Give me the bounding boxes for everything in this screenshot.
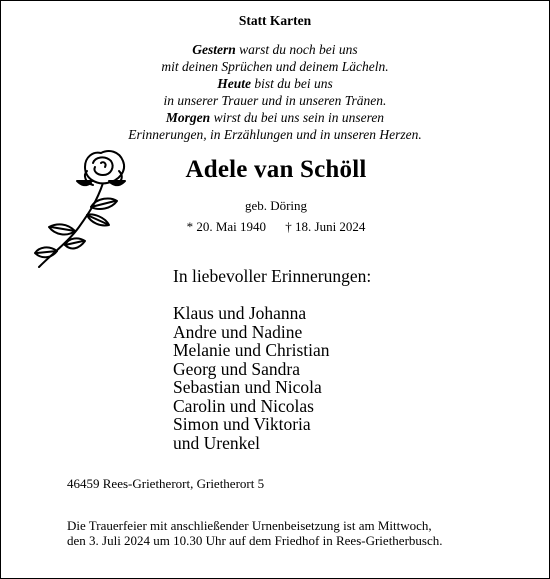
poem-line-3 — [1, 75, 549, 92]
deceased-name: Adele van Schöll — [185, 156, 367, 183]
birth-date: * 20. Mai 1940 — [186, 219, 267, 234]
family-list — [173, 304, 330, 452]
family-member: Melanie und Christian — [173, 340, 330, 360]
memory-intro: In liebevoller Erinnerungen: — [173, 266, 372, 286]
poem-line-1-rest: warst du noch bei uns — [235, 42, 358, 57]
life-dates — [151, 219, 401, 235]
family-member: Andre und Nadine — [173, 321, 303, 342]
poem-line-1 — [1, 41, 549, 58]
poem-line-6: Erinnerungen, in Erzählungen und in unseren Herzen. — [128, 127, 422, 142]
rose-icon — [31, 141, 141, 271]
family-member: Carolin und Nicolas — [173, 395, 314, 416]
poem — [1, 41, 549, 143]
funeral-notice-line-2: den 3. Juli 2024 um 10.30 Uhr auf dem Friedhof in Rees-Grietherbusch. — [67, 533, 443, 548]
family-member: und Urenkel — [173, 432, 260, 453]
funeral-notice — [67, 518, 487, 548]
poem-line-5 — [1, 109, 549, 126]
poem-keyword-gestern: Gestern — [192, 42, 236, 57]
family-member: Simon und Viktoria — [173, 414, 311, 434]
poem-line-4: in unserer Trauer und in unseren Tränen. — [163, 93, 387, 108]
poem-line-2: mit deinen Sprüchen und deinem Lächeln. — [161, 59, 389, 74]
born-name: geb. Döring — [244, 198, 308, 213]
family-member: Sebastian und Nicola — [173, 377, 322, 397]
poem-line-3-rest: bist du bei uns — [250, 76, 333, 91]
family-member: Klaus und Johanna — [173, 303, 307, 323]
poem-keyword-heute: Heute — [217, 76, 251, 91]
header-title: Statt Karten — [238, 13, 312, 28]
family-member: Georg und Sandra — [173, 358, 301, 379]
poem-line-5-rest: wirst du bei uns sein in unseren — [210, 110, 385, 125]
funeral-notice-line-1: Die Trauerfeier mit anschließender Urnenbeisetzung ist am Mittwoch, — [67, 518, 432, 533]
address: 46459 Rees-Grietherort, Grietherort 5 — [67, 476, 265, 491]
poem-keyword-morgen: Morgen — [165, 110, 211, 125]
death-date: † 18. Juni 2024 — [285, 219, 366, 234]
